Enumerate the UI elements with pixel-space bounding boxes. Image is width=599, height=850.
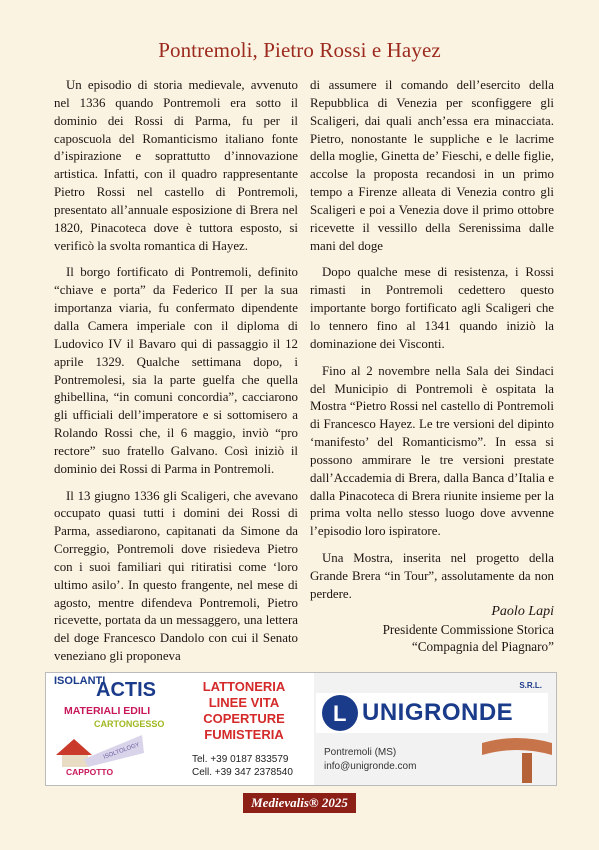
page-title: Pontremoli, Pietro Rossi e Hayez xyxy=(158,38,441,62)
paragraph: di assumere il comando dell’esercito della Repubblica di Venezia per sconfiggere gli Scaligeri, dai quali anch’essa era minacciata. Pietro, nonostante le suppliche e le lacrime della moglie, Ginetta de’ Fieschi, e delle figlie, accolse la proposta recandosi in un primo tempo a Firenze alleata di Venezia contro gli Scaligeri e poi a Venezia dove il primo ottobre ricevette il vessillo della Serenissima dalle mani del doge xyxy=(310,78,554,253)
gutter-illustration xyxy=(482,733,552,783)
unigronde-logo xyxy=(316,693,548,733)
svg-text:L: L xyxy=(333,701,347,726)
actis-cappotto: CAPPOTTO xyxy=(66,767,114,777)
services-ad xyxy=(174,673,314,785)
paragraph: Il 13 giugno 1336 gli Scaligeri, che avevano occupato quasi tutti i domini dei Rossi di Parma, assediarono, capitanati da Simone da Correggio, Pontremoli dove risiedeva Pietro con i suoi familiari qui ritiratisi come ‘loro ultimo asilo’. In questo frangente, nel mese di agosto, mentre difendeva Pontremoli, Pietro ricevette, portata da un messaggero, una lettera del doge Francesco Dandolo con cui il Senato veneziano gli proponeva xyxy=(54,488,298,664)
unigronde-ad xyxy=(314,673,556,785)
signature-block xyxy=(383,603,554,656)
paragraph: Il borgo fortificato di Pontremoli, definito “chiave e porta” da Federico II per la sua importanza viaria, fu confermato dipendente dalla Camera imperiale con il diploma di Ludovico IV il Bavaro qui di passaggio il 12 aprile 1329. Qualche settimana dopo, i Pontremolesi, sia la parte guelfa che quella ghibellina, “in comuni concordia”, cacciarono gli ufficiali dell’imperatore e si sottomisero a Rolando Rossi che, il 6 maggio, inviò “pro rectore” suo fratello Galvano. Così iniziò il dominio dei Rossi di Parma in Pontremoli. xyxy=(54,265,298,476)
paragraph: Fino al 2 novembre nella Sala dei Sindaci del Municipio di Pontremoli è ospitata la Mostra “Pietro Rossi nel castello di Pontremoli di Francesco Hayez. Le tre versioni del dipinto ‘manifesto’ del Romanticismo”. In essa si possono ammirare le tre versioni prestate dall’Accademia di Brera, dalla Banca d’Italia e dalla Pinacoteca di Brera riunite insieme per la prima volta nello stesso luogo dove avvenne l’episodio loro ispiratore. xyxy=(310,363,554,539)
unigronde-email: info@unigronde.com xyxy=(324,761,417,772)
actis-cartongesso: CARTONGESSO xyxy=(94,719,165,729)
service-item: LATTONERIA xyxy=(202,679,286,694)
article-column-left xyxy=(54,77,298,675)
unigronde-srl: S.R.L. xyxy=(519,681,542,690)
author-role: Presidente Commissione Storica xyxy=(382,621,554,637)
author-name: Paolo Lapi xyxy=(491,604,554,619)
phone-number: Tel. +39 0187 833579 xyxy=(192,754,289,765)
paragraph: Una Mostra, inserita nel progetto della Grande Brera “in Tour”, assolutamente da non perdere. xyxy=(310,551,554,601)
page-footer xyxy=(0,793,599,813)
service-item: LINEE VITA xyxy=(208,695,280,710)
author-org: “Compagnia del Piagnaro” xyxy=(411,639,554,654)
house-illustration xyxy=(54,729,146,769)
actis-brand: ACTIS xyxy=(96,679,156,701)
actis-ad xyxy=(46,673,174,785)
actis-isolanti: ISOLANTI xyxy=(54,675,106,687)
service-item: FUMISTERIA xyxy=(204,727,284,742)
footer-brand: Medievalis® 2025 xyxy=(243,793,356,813)
unigronde-wordmark: UNIGRONDE xyxy=(362,699,514,726)
unigronde-city: Pontremoli (MS) xyxy=(324,747,397,758)
paragraph: Dopo qualche mese di resistenza, i Rossi rimasti in Pontremoli cedettero questo importante borgo fortificato agli Scaligeri che lo tennero fino al 1341 quando iniziò la dominazione dei Visconti. xyxy=(310,265,554,351)
actis-materiali: MATERIALI EDILI xyxy=(64,705,151,717)
service-item: COPERTURE xyxy=(203,711,285,726)
actis-box-label: ISOLTOLOGY xyxy=(102,742,141,761)
paragraph: Un episodio di storia medievale, avvenuto nel 1336 quando Pontremoli era sotto il dominio dei Rossi di Parma, fu per il caposcuola del Romanticismo italiano fonte d’ispirazione e soprattutto d’innovazione artistica. Infatti, con il quadro rappresentante Pietro Rossi nel castello di Pontremoli, presentato all’annuale esposizione di Brera nel 1820, Pinacoteca dove è tuttora esposto, si verificò la svolta romantica di Hayez. xyxy=(54,78,298,253)
article-column-right xyxy=(310,77,554,613)
unigronde-l-icon xyxy=(320,693,360,733)
cell-number: Cell. +39 347 2378540 xyxy=(192,767,293,778)
advertisement-banner xyxy=(45,672,557,786)
